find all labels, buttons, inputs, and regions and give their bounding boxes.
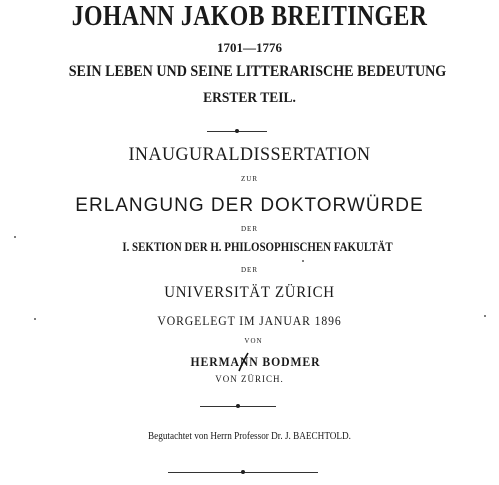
- advisor-line: Begutachtet von Herrn Professor Dr. J. BAECHTOLD.: [148, 431, 351, 442]
- scan-speck: [14, 236, 16, 238]
- university-name: UNIVERSITÄT ZÜRICH: [164, 284, 335, 301]
- document-title: JOHANN JAKOB BREITINGER: [71, 0, 428, 32]
- faculty-section: I. SEKTION DER H. PHILOSOPHISCHEN FAKULTÄT: [122, 239, 393, 254]
- scan-speck: [302, 260, 304, 262]
- connector-der-2: DER: [241, 266, 258, 274]
- ornament-divider-middle: [200, 406, 276, 407]
- submission-date: VORGELEGT IM JANUAR 1896: [157, 313, 342, 328]
- connector-der-1: DER: [241, 225, 258, 233]
- part-label: ERSTER TEIL.: [203, 90, 296, 106]
- document-subtitle: SEIN LEBEN UND SEINE LITTERARISCHE BEDEUTUNG: [68, 63, 447, 80]
- pen-stroke-mark: [236, 352, 252, 372]
- scan-speck: [484, 315, 486, 317]
- author-origin: VON ZÜRICH.: [215, 374, 284, 384]
- dissertation-heading: INAUGURALDISSERTATION: [128, 144, 371, 165]
- author-name: HERMANN BODMER: [190, 354, 321, 369]
- life-years: 1701—1776: [217, 40, 282, 55]
- ornament-divider-top: [207, 131, 267, 132]
- scan-speck: [34, 318, 36, 320]
- connector-zur: ZUR: [241, 175, 258, 183]
- connector-von-1: VON: [244, 337, 263, 345]
- degree-purpose: ERLANGUNG DER DOKTORWÜRDE: [75, 195, 424, 216]
- ornament-divider-bottom: [168, 472, 318, 473]
